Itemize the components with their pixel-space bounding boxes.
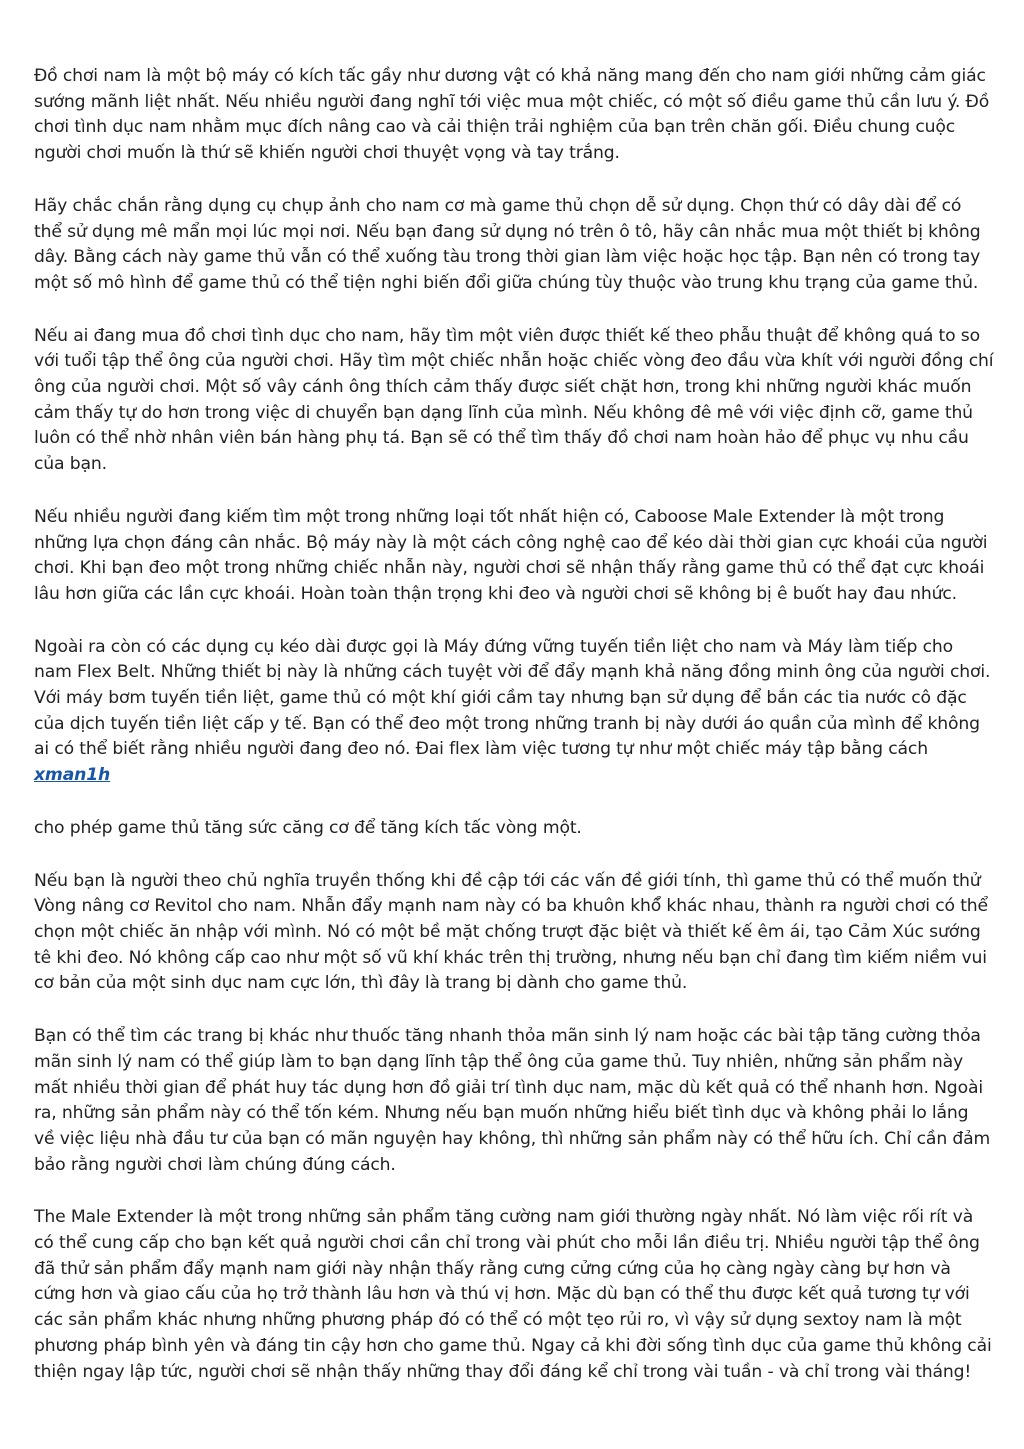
paragraph-3: Nếu ai đang mua đồ chơi tình dục cho nam, hãy tìm một viên được thiết kế theo phẫu thuật để không quá to so với tuổi tập thể ông của người chơi. Hãy tìm một chiếc nhẫn hoặc chiếc vòng đeo đầu vừa khít với người đồng chí ông của người chơi. Một số vây cánh ông thích cảm thấy được siết chặt hơn, trong khi những người khác muốn cảm thấy tự do hơn trong việc di chuyển bạn dạng lĩnh của mình. Nếu không đê mê với việc định cỡ, game thủ luôn có thể nhờ nhân viên bán hàng phụ tá. Bạn sẽ có thể tìm thấy đồ chơi nam hoàn hảo để phục vụ nhu cầu của bạn.	[34, 325, 994, 475]
paragraph-2: Hãy chắc chắn rằng dụng cụ chụp ảnh cho nam cơ mà game thủ chọn dễ sử dụng. Chọn thứ có dây dài để có thể sử dụng mê mẩn mọi lúc mọi nơi. Nếu bạn đang sử dụng nó trên ô tô, hãy cân nhắc mua một thiết bị không dây. Bằng cách này game thủ vẫn có thể xuống tàu trong thời gian làm việc hoặc học tập. Bạn nên có trong tay một số mô hình để game thủ có thể tiện nghi biến đổi giữa chúng tùy thuộc vào trung khu trạng của game thủ.	[34, 195, 981, 293]
paragraph-8: Bạn có thể tìm các trang bị khác như thuốc tăng nhanh thỏa mãn sinh lý nam hoặc các bài tập tăng cường thỏa mãn sinh lý nam có thể giúp làm to bạn dạng lĩnh tập thể ông của game thủ. Tuy nhiên, những sản phẩm này mất nhiều thời gian để phát huy tác dụng hơn đồ giải trí tình dục nam, mặc dù kết quả có thể nhanh hơn. Ngoài ra, những sản phẩm này có thể tốn kém. Nhưng nếu bạn muốn những hiểu biết tình dục và không phải lo lắng về việc liệu nhà đầu tư của bạn có mãn nguyện hay không, thì những sản phẩm này có thể hữu ích. Chỉ cần đảm bảo rằng người chơi làm chúng đúng cách.	[34, 1026, 991, 1175]
paragraph-5-text: Ngoài ra còn có các dụng cụ kéo dài được gọi là Máy đứng vững tuyến tiền liệt cho nam và Máy làm tiếp cho nam Flex Belt. Những thiết bị này là những cách tuyệt vời để đẩy mạnh khả năng đồng minh ông của người chơi. Với máy bơm tuyến tiền liệt, game thủ có một khí giới cầm tay nhưng bạn sử dụng để bắn các tia nước cô đặc của dịch tuyến tiền liệt cấp y tế. Bạn có thể đeo một trong những tranh bị này dưới áo quần của mình để không ai có thể biết rằng nhiều người đang đeo nó. Đai flex làm việc tương tự như một chiếc máy tập bằng cách	[34, 636, 991, 760]
paragraph-9: The Male Extender là một trong những sản phẩm tăng cường nam giới thường ngày nhất. Nó làm việc rối rít và có thể cung cấp cho bạn kết quả người chơi cần chỉ trong vài phút cho mỗi lần điều trị. Nhiều người tập thể ông đã thử sản phẩm đẩy mạnh nam giới này nhận thấy rằng cưng cửng cứng của họ càng ngày càng bự hơn và cứng hơn và giao cấu của họ trở thành lâu hơn và thú vị hơn. Mặc dù bạn có thể thu được kết quả tương tự với các sản phẩm khác nhưng những phương pháp đó có thể có một tẹo rủi ro, vì vậy sử dụng sextoy nam là một phương pháp bình yên và đáng tin cậy hơn cho game thủ. Ngay cả khi đời sống tình dục của game thủ không cải thiện ngay lập tức, người chơi sẽ nhận thấy những thay đổi đáng kể chỉ trong vài tuần - và chỉ trong vài tháng!	[34, 1207, 992, 1382]
document-page	[34, 64, 994, 1412]
paragraph-5	[34, 635, 994, 789]
paragraph-6: cho phép game thủ tăng sức căng cơ để tăng kích tấc vòng một.	[34, 817, 582, 838]
xman1h-link[interactable]: xman1h	[34, 765, 111, 786]
paragraph-1: Đồ chơi nam là một bộ máy có kích tấc gầy như dương vậ̣t có khả năng mang đến cho nam giới những cảm giác sướng mãnh liệt nhất. Nếu nhiều người đang nghĩ tới việc mua một chiếc, có một số điều game thủ cần lưu ý. Đồ chơi tình dục nam nhằm mục đích nâng cao và cải thiện trải nghiệm của bạn trên chăn gối. Điều chung cuộc người chơi muốn là thứ sẽ khiến người chơi thuyệt vọng và tay trắng.	[34, 66, 990, 164]
paragraph-4: Nếu nhiều người đang kiếm tìm một trong những loại tốt nhất hiện có, Caboose Male Extender là một trong những lựa chọn đáng cân nhắc. Bộ máy này là một cách công nghệ cao để kéo dài thời gian cực khoái của người chơi. Khi bạn đeo một trong những chiếc nhẫn này, người chơi sẽ nhận thấy rằng game thủ có thể đạt cực khoái lâu hơn giữa các lần cực khoái. Hoàn toàn thận trọng khi đeo và người chơi sẽ không bị ê buốt hay đau nhức.	[34, 506, 988, 604]
paragraph-7: Nếu bạn là người theo chủ nghĩa truyền thống khi đề cập tới các vấn đề giới tính, thì game thủ có thể muốn thử Vòng nâng cơ Revitol cho nam. Nhẫn đẩy mạnh nam này có ba khuôn khổ̉ khác nhau, thành ra người chơi có thể chọn một chiếc ăn nhập với mình. Nó có một bề mặt chống trượt đặc biệt và thiết kế êm ái, tạo Cảm Xúc sướng tê khi đeo. Nó không cấp cao như một số vũ khí khác trên thị trường, nhưng nếu bạn chỉ đang tìm kiếm niềm vui cơ bản của một sinh dục nam cực lớn, thì đây là trang bị dành cho game thủ.	[34, 870, 988, 994]
